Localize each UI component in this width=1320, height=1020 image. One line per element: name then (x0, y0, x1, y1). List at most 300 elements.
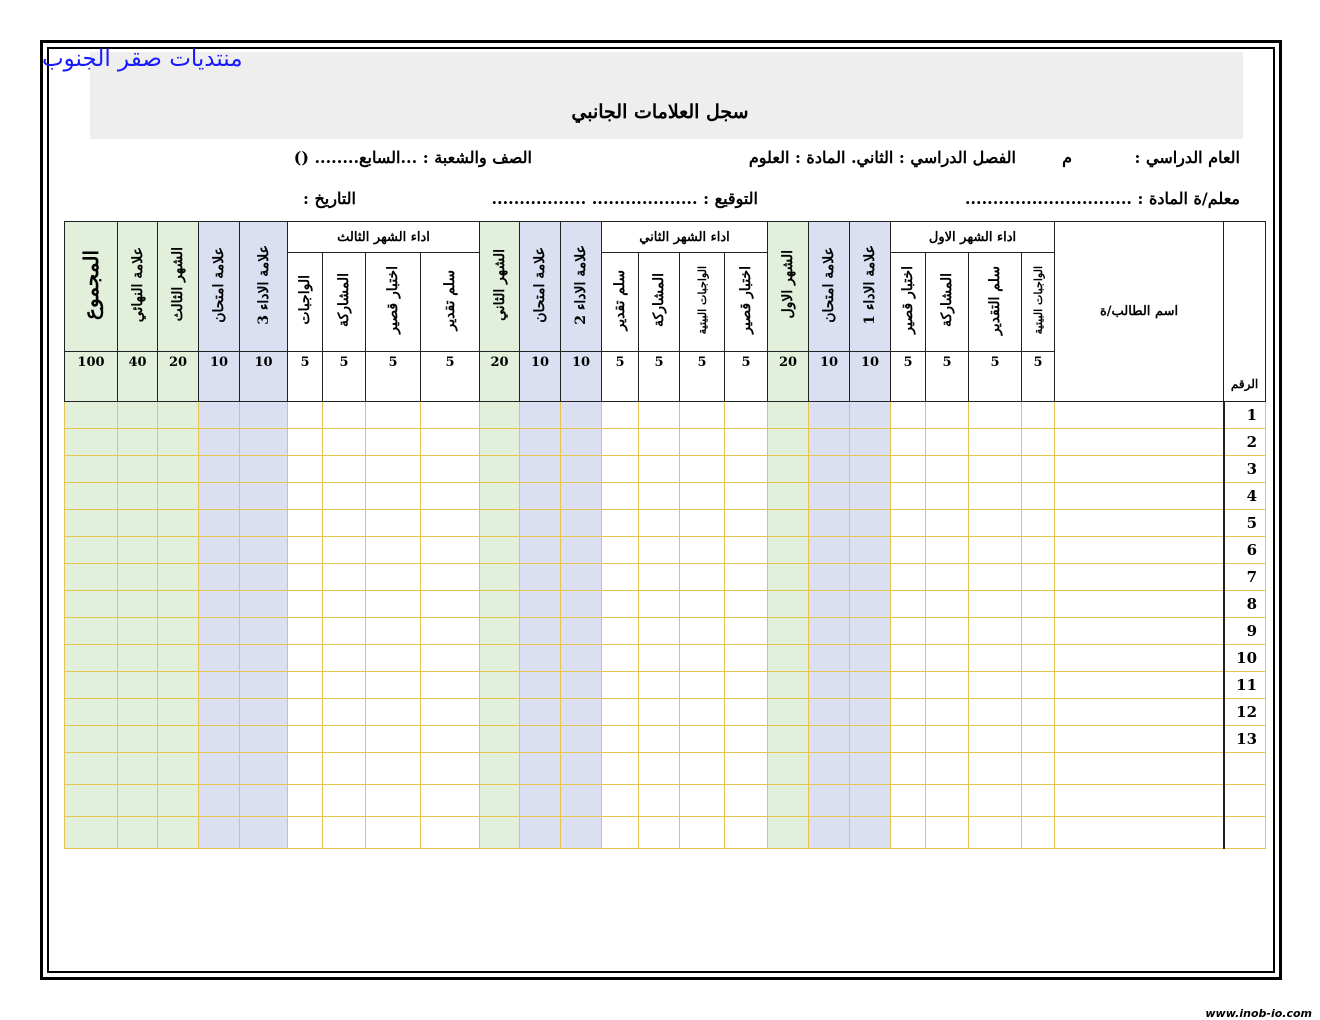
mark-cell[interactable] (366, 672, 421, 699)
mark-cell[interactable] (520, 456, 561, 483)
mark-cell[interactable] (969, 618, 1022, 645)
mark-cell[interactable] (602, 645, 639, 672)
mark-cell[interactable] (809, 564, 850, 591)
mark-cell[interactable] (768, 456, 809, 483)
mark-cell[interactable] (288, 456, 323, 483)
mark-cell[interactable] (118, 618, 158, 645)
mark-cell[interactable] (520, 618, 561, 645)
mark-cell[interactable] (561, 564, 602, 591)
mark-cell[interactable] (421, 618, 480, 645)
mark-cell[interactable] (480, 402, 520, 429)
mark-cell[interactable] (240, 785, 288, 817)
mark-cell[interactable] (366, 699, 421, 726)
mark-cell[interactable] (118, 785, 158, 817)
mark-cell[interactable] (366, 510, 421, 537)
mark-cell[interactable] (680, 537, 725, 564)
student-name-cell[interactable] (1055, 564, 1224, 591)
mark-cell[interactable] (768, 817, 809, 849)
mark-cell[interactable] (323, 510, 366, 537)
mark-cell[interactable] (520, 564, 561, 591)
student-name-cell[interactable] (1055, 510, 1224, 537)
mark-cell[interactable] (809, 456, 850, 483)
mark-cell[interactable] (602, 817, 639, 849)
mark-cell[interactable] (850, 672, 891, 699)
mark-cell[interactable] (421, 785, 480, 817)
mark-cell[interactable] (561, 456, 602, 483)
mark-cell[interactable] (725, 510, 768, 537)
mark-cell[interactable] (926, 537, 969, 564)
mark-cell[interactable] (118, 564, 158, 591)
mark-cell[interactable] (561, 591, 602, 618)
mark-cell[interactable] (421, 456, 480, 483)
mark-cell[interactable] (891, 699, 926, 726)
mark-cell[interactable] (288, 402, 323, 429)
mark-cell[interactable] (602, 564, 639, 591)
mark-cell[interactable] (323, 785, 366, 817)
mark-cell[interactable] (809, 672, 850, 699)
mark-cell[interactable] (561, 618, 602, 645)
mark-cell[interactable] (366, 645, 421, 672)
mark-cell[interactable] (891, 429, 926, 456)
mark-cell[interactable] (725, 753, 768, 785)
mark-cell[interactable] (969, 672, 1022, 699)
mark-cell[interactable] (680, 618, 725, 645)
mark-cell[interactable] (366, 402, 421, 429)
mark-cell[interactable] (725, 785, 768, 817)
mark-cell[interactable] (809, 483, 850, 510)
mark-cell[interactable] (891, 817, 926, 849)
mark-cell[interactable] (680, 817, 725, 849)
mark-cell[interactable] (158, 402, 199, 429)
mark-cell[interactable] (969, 564, 1022, 591)
mark-cell[interactable] (199, 672, 240, 699)
mark-cell[interactable] (323, 402, 366, 429)
mark-cell[interactable] (1022, 618, 1055, 645)
mark-cell[interactable] (480, 726, 520, 753)
mark-cell[interactable] (421, 726, 480, 753)
mark-cell[interactable] (65, 483, 118, 510)
mark-cell[interactable] (323, 618, 366, 645)
mark-cell[interactable] (926, 564, 969, 591)
mark-cell[interactable] (199, 699, 240, 726)
mark-cell[interactable] (926, 785, 969, 817)
mark-cell[interactable] (602, 483, 639, 510)
mark-cell[interactable] (520, 672, 561, 699)
mark-cell[interactable] (288, 699, 323, 726)
mark-cell[interactable] (421, 429, 480, 456)
mark-cell[interactable] (809, 510, 850, 537)
mark-cell[interactable] (639, 429, 680, 456)
mark-cell[interactable] (366, 456, 421, 483)
student-name-cell[interactable] (1055, 537, 1224, 564)
mark-cell[interactable] (520, 785, 561, 817)
mark-cell[interactable] (1022, 726, 1055, 753)
mark-cell[interactable] (969, 699, 1022, 726)
mark-cell[interactable] (158, 618, 199, 645)
mark-cell[interactable] (65, 817, 118, 849)
student-name-cell[interactable] (1055, 483, 1224, 510)
mark-cell[interactable] (850, 618, 891, 645)
mark-cell[interactable] (680, 402, 725, 429)
mark-cell[interactable] (850, 645, 891, 672)
mark-cell[interactable] (639, 618, 680, 645)
student-name-cell[interactable] (1055, 699, 1224, 726)
mark-cell[interactable] (926, 483, 969, 510)
mark-cell[interactable] (891, 456, 926, 483)
mark-cell[interactable] (199, 817, 240, 849)
mark-cell[interactable] (421, 537, 480, 564)
mark-cell[interactable] (520, 726, 561, 753)
student-name-cell[interactable] (1055, 402, 1224, 429)
mark-cell[interactable] (65, 564, 118, 591)
mark-cell[interactable] (768, 753, 809, 785)
mark-cell[interactable] (639, 817, 680, 849)
mark-cell[interactable] (65, 726, 118, 753)
mark-cell[interactable] (158, 591, 199, 618)
mark-cell[interactable] (520, 402, 561, 429)
mark-cell[interactable] (725, 402, 768, 429)
mark-cell[interactable] (969, 785, 1022, 817)
mark-cell[interactable] (366, 817, 421, 849)
mark-cell[interactable] (850, 817, 891, 849)
mark-cell[interactable] (680, 785, 725, 817)
mark-cell[interactable] (480, 483, 520, 510)
mark-cell[interactable] (809, 537, 850, 564)
mark-cell[interactable] (639, 402, 680, 429)
mark-cell[interactable] (809, 645, 850, 672)
mark-cell[interactable] (602, 726, 639, 753)
mark-cell[interactable] (118, 429, 158, 456)
mark-cell[interactable] (680, 645, 725, 672)
mark-cell[interactable] (561, 537, 602, 564)
mark-cell[interactable] (480, 618, 520, 645)
mark-cell[interactable] (680, 753, 725, 785)
mark-cell[interactable] (158, 537, 199, 564)
mark-cell[interactable] (850, 537, 891, 564)
mark-cell[interactable] (118, 510, 158, 537)
mark-cell[interactable] (1022, 817, 1055, 849)
mark-cell[interactable] (639, 510, 680, 537)
mark-cell[interactable] (725, 817, 768, 849)
mark-cell[interactable] (65, 591, 118, 618)
student-name-cell[interactable] (1055, 645, 1224, 672)
mark-cell[interactable] (323, 429, 366, 456)
mark-cell[interactable] (118, 456, 158, 483)
mark-cell[interactable] (680, 672, 725, 699)
student-name-cell[interactable] (1055, 817, 1224, 849)
mark-cell[interactable] (680, 591, 725, 618)
mark-cell[interactable] (850, 510, 891, 537)
mark-cell[interactable] (323, 591, 366, 618)
mark-cell[interactable] (639, 726, 680, 753)
mark-cell[interactable] (561, 402, 602, 429)
mark-cell[interactable] (602, 672, 639, 699)
mark-cell[interactable] (768, 429, 809, 456)
mark-cell[interactable] (926, 672, 969, 699)
mark-cell[interactable] (969, 510, 1022, 537)
mark-cell[interactable] (323, 726, 366, 753)
mark-cell[interactable] (891, 510, 926, 537)
mark-cell[interactable] (158, 785, 199, 817)
mark-cell[interactable] (639, 483, 680, 510)
student-name-cell[interactable] (1055, 591, 1224, 618)
mark-cell[interactable] (288, 591, 323, 618)
mark-cell[interactable] (118, 591, 158, 618)
mark-cell[interactable] (118, 483, 158, 510)
mark-cell[interactable] (199, 402, 240, 429)
mark-cell[interactable] (65, 672, 118, 699)
mark-cell[interactable] (288, 483, 323, 510)
mark-cell[interactable] (240, 456, 288, 483)
mark-cell[interactable] (65, 402, 118, 429)
mark-cell[interactable] (969, 817, 1022, 849)
mark-cell[interactable] (850, 726, 891, 753)
mark-cell[interactable] (768, 618, 809, 645)
mark-cell[interactable] (1022, 402, 1055, 429)
mark-cell[interactable] (288, 672, 323, 699)
mark-cell[interactable] (1022, 753, 1055, 785)
mark-cell[interactable] (158, 672, 199, 699)
mark-cell[interactable] (725, 618, 768, 645)
mark-cell[interactable] (926, 817, 969, 849)
mark-cell[interactable] (639, 672, 680, 699)
mark-cell[interactable] (602, 591, 639, 618)
mark-cell[interactable] (809, 753, 850, 785)
mark-cell[interactable] (725, 726, 768, 753)
mark-cell[interactable] (240, 817, 288, 849)
mark-cell[interactable] (891, 618, 926, 645)
mark-cell[interactable] (366, 618, 421, 645)
mark-cell[interactable] (969, 591, 1022, 618)
mark-cell[interactable] (366, 726, 421, 753)
mark-cell[interactable] (561, 726, 602, 753)
mark-cell[interactable] (809, 817, 850, 849)
mark-cell[interactable] (1022, 483, 1055, 510)
mark-cell[interactable] (158, 483, 199, 510)
mark-cell[interactable] (926, 645, 969, 672)
mark-cell[interactable] (768, 402, 809, 429)
mark-cell[interactable] (421, 402, 480, 429)
mark-cell[interactable] (158, 429, 199, 456)
mark-cell[interactable] (240, 618, 288, 645)
student-name-cell[interactable] (1055, 456, 1224, 483)
mark-cell[interactable] (288, 537, 323, 564)
mark-cell[interactable] (1022, 429, 1055, 456)
mark-cell[interactable] (366, 564, 421, 591)
mark-cell[interactable] (158, 564, 199, 591)
mark-cell[interactable] (65, 753, 118, 785)
mark-cell[interactable] (725, 645, 768, 672)
mark-cell[interactable] (240, 645, 288, 672)
mark-cell[interactable] (602, 753, 639, 785)
mark-cell[interactable] (850, 402, 891, 429)
mark-cell[interactable] (199, 510, 240, 537)
mark-cell[interactable] (1022, 699, 1055, 726)
mark-cell[interactable] (969, 429, 1022, 456)
student-name-cell[interactable] (1055, 618, 1224, 645)
mark-cell[interactable] (768, 672, 809, 699)
mark-cell[interactable] (561, 753, 602, 785)
mark-cell[interactable] (480, 564, 520, 591)
mark-cell[interactable] (1022, 564, 1055, 591)
mark-cell[interactable] (602, 510, 639, 537)
mark-cell[interactable] (850, 429, 891, 456)
mark-cell[interactable] (1022, 456, 1055, 483)
mark-cell[interactable] (725, 699, 768, 726)
mark-cell[interactable] (1022, 672, 1055, 699)
mark-cell[interactable] (158, 753, 199, 785)
mark-cell[interactable] (768, 564, 809, 591)
mark-cell[interactable] (809, 402, 850, 429)
mark-cell[interactable] (969, 645, 1022, 672)
mark-cell[interactable] (639, 537, 680, 564)
mark-cell[interactable] (118, 726, 158, 753)
mark-cell[interactable] (323, 699, 366, 726)
mark-cell[interactable] (561, 672, 602, 699)
student-name-cell[interactable] (1055, 726, 1224, 753)
mark-cell[interactable] (288, 726, 323, 753)
student-name-cell[interactable] (1055, 753, 1224, 785)
mark-cell[interactable] (926, 753, 969, 785)
mark-cell[interactable] (561, 483, 602, 510)
mark-cell[interactable] (850, 483, 891, 510)
mark-cell[interactable] (240, 510, 288, 537)
mark-cell[interactable] (240, 672, 288, 699)
mark-cell[interactable] (561, 645, 602, 672)
mark-cell[interactable] (926, 510, 969, 537)
mark-cell[interactable] (480, 537, 520, 564)
mark-cell[interactable] (288, 785, 323, 817)
mark-cell[interactable] (768, 483, 809, 510)
mark-cell[interactable] (520, 591, 561, 618)
mark-cell[interactable] (158, 817, 199, 849)
mark-cell[interactable] (969, 402, 1022, 429)
mark-cell[interactable] (366, 537, 421, 564)
mark-cell[interactable] (65, 456, 118, 483)
mark-cell[interactable] (926, 699, 969, 726)
mark-cell[interactable] (520, 699, 561, 726)
mark-cell[interactable] (639, 753, 680, 785)
mark-cell[interactable] (323, 537, 366, 564)
mark-cell[interactable] (65, 510, 118, 537)
mark-cell[interactable] (118, 672, 158, 699)
mark-cell[interactable] (602, 402, 639, 429)
mark-cell[interactable] (480, 645, 520, 672)
mark-cell[interactable] (639, 591, 680, 618)
mark-cell[interactable] (768, 537, 809, 564)
mark-cell[interactable] (850, 564, 891, 591)
mark-cell[interactable] (421, 483, 480, 510)
mark-cell[interactable] (240, 564, 288, 591)
mark-cell[interactable] (680, 699, 725, 726)
mark-cell[interactable] (366, 591, 421, 618)
mark-cell[interactable] (118, 699, 158, 726)
mark-cell[interactable] (1022, 510, 1055, 537)
student-name-cell[interactable] (1055, 785, 1224, 817)
mark-cell[interactable] (158, 456, 199, 483)
mark-cell[interactable] (480, 429, 520, 456)
mark-cell[interactable] (158, 510, 199, 537)
mark-cell[interactable] (926, 456, 969, 483)
mark-cell[interactable] (288, 618, 323, 645)
mark-cell[interactable] (65, 785, 118, 817)
mark-cell[interactable] (421, 564, 480, 591)
mark-cell[interactable] (680, 429, 725, 456)
mark-cell[interactable] (680, 510, 725, 537)
mark-cell[interactable] (118, 537, 158, 564)
mark-cell[interactable] (480, 510, 520, 537)
mark-cell[interactable] (520, 753, 561, 785)
mark-cell[interactable] (725, 483, 768, 510)
mark-cell[interactable] (520, 817, 561, 849)
mark-cell[interactable] (891, 785, 926, 817)
mark-cell[interactable] (520, 510, 561, 537)
mark-cell[interactable] (199, 537, 240, 564)
mark-cell[interactable] (480, 817, 520, 849)
mark-cell[interactable] (725, 591, 768, 618)
mark-cell[interactable] (809, 785, 850, 817)
mark-cell[interactable] (65, 699, 118, 726)
mark-cell[interactable] (1022, 785, 1055, 817)
mark-cell[interactable] (199, 753, 240, 785)
mark-cell[interactable] (240, 402, 288, 429)
mark-cell[interactable] (926, 429, 969, 456)
mark-cell[interactable] (969, 537, 1022, 564)
mark-cell[interactable] (639, 699, 680, 726)
mark-cell[interactable] (199, 483, 240, 510)
mark-cell[interactable] (199, 591, 240, 618)
mark-cell[interactable] (240, 753, 288, 785)
mark-cell[interactable] (850, 785, 891, 817)
mark-cell[interactable] (240, 429, 288, 456)
mark-cell[interactable] (725, 537, 768, 564)
mark-cell[interactable] (809, 429, 850, 456)
mark-cell[interactable] (561, 817, 602, 849)
mark-cell[interactable] (240, 591, 288, 618)
mark-cell[interactable] (199, 429, 240, 456)
student-name-cell[interactable] (1055, 672, 1224, 699)
mark-cell[interactable] (199, 645, 240, 672)
mark-cell[interactable] (520, 429, 561, 456)
mark-cell[interactable] (421, 699, 480, 726)
mark-cell[interactable] (118, 753, 158, 785)
mark-cell[interactable] (969, 753, 1022, 785)
mark-cell[interactable] (480, 672, 520, 699)
mark-cell[interactable] (65, 429, 118, 456)
mark-cell[interactable] (199, 785, 240, 817)
student-name-cell[interactable] (1055, 429, 1224, 456)
mark-cell[interactable] (323, 817, 366, 849)
mark-cell[interactable] (288, 564, 323, 591)
mark-cell[interactable] (199, 618, 240, 645)
mark-cell[interactable] (680, 483, 725, 510)
mark-cell[interactable] (891, 537, 926, 564)
mark-cell[interactable] (421, 510, 480, 537)
mark-cell[interactable] (891, 726, 926, 753)
mark-cell[interactable] (158, 699, 199, 726)
mark-cell[interactable] (725, 429, 768, 456)
mark-cell[interactable] (480, 456, 520, 483)
mark-cell[interactable] (561, 785, 602, 817)
mark-cell[interactable] (323, 672, 366, 699)
mark-cell[interactable] (602, 618, 639, 645)
mark-cell[interactable] (480, 785, 520, 817)
mark-cell[interactable] (891, 753, 926, 785)
mark-cell[interactable] (969, 483, 1022, 510)
mark-cell[interactable] (926, 618, 969, 645)
mark-cell[interactable] (639, 564, 680, 591)
mark-cell[interactable] (891, 591, 926, 618)
